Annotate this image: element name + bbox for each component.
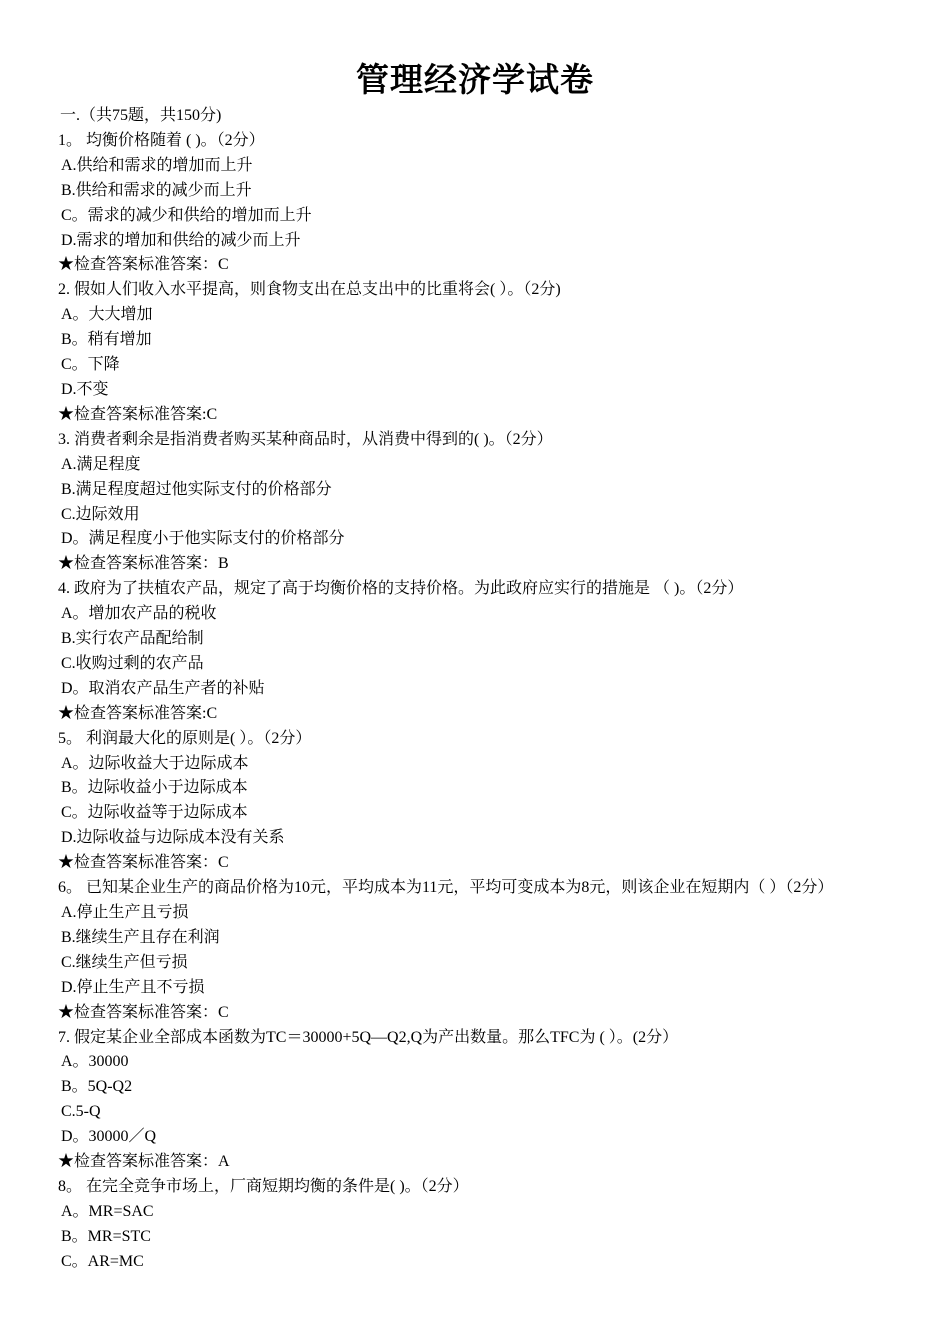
answer-line: ★检查答案标准答案:C — [58, 704, 218, 722]
option-d: D.不变 — [61, 380, 109, 398]
option-d: D.需求的增加和供给的减少而上升 — [61, 231, 301, 249]
option-b: B。MR=STC — [61, 1227, 151, 1245]
option-c: C.收购过剩的农产品 — [61, 654, 204, 672]
option-c: C。边际收益等于边际成本 — [61, 804, 248, 822]
question-text: 4. 政府为了扶植农产品，规定了高于均衡价格的支持价格。为此政府应实行的措施是 （ )。（2分） — [58, 580, 744, 598]
question-text: 6。 已知某企业生产的商品价格为10元，平均成本为11元，平均可变成本为8元，则该企业在短期内（ ）（2分） — [58, 879, 834, 897]
option-c: C。AR=MC — [61, 1252, 144, 1270]
answer-line: ★检查答案标准答案:C — [58, 405, 218, 423]
option-c: C.继续生产但亏损 — [61, 953, 188, 971]
option-d: D.边际收益与边际成本没有关系 — [61, 829, 285, 847]
option-c: C.5-Q — [61, 1103, 101, 1121]
question-block — [58, 1026, 910, 1175]
question-text: 8。 在完全竞争市场上，厂商短期均衡的条件是( )。（2分） — [58, 1177, 469, 1195]
question-text: 7. 假定某企业全部成本函数为TC＝30000+5Q—Q2,Q为产出数量。那么TFC为 ( ）。(2分） — [58, 1028, 679, 1046]
option-a: A.满足程度 — [61, 455, 141, 473]
question-text: 1。 均衡价格随着 ( )。（2分） — [58, 131, 265, 149]
question-text: 2. 假如人们收入水平提高，则食物支出在总支出中的比重将会( ）。（2分) — [58, 281, 561, 299]
option-d: D.停止生产且不亏损 — [61, 978, 205, 996]
question-text: 3. 消费者剩余是指消费者购买某种商品时，从消费中得到的( )。（2分） — [58, 430, 553, 448]
option-b: B.满足程度超过他实际支付的价格部分 — [61, 480, 332, 498]
option-c: C.边际效用 — [61, 505, 140, 523]
answer-line: ★检查答案标准答案：B — [58, 555, 229, 573]
question-block — [58, 129, 910, 278]
answer-line: ★检查答案标准答案：C — [58, 1003, 229, 1021]
option-c: C。需求的减少和供给的增加而上升 — [61, 206, 312, 224]
question-block — [58, 278, 910, 427]
question-block — [58, 428, 910, 577]
option-d: D。满足程度小于他实际支付的价格部分 — [61, 530, 345, 548]
option-a: A。边际收益大于边际成本 — [61, 754, 249, 772]
answer-line: ★检查答案标准答案：C — [58, 256, 229, 274]
option-b: B.实行农产品配给制 — [61, 630, 204, 648]
option-a: A.供给和需求的增加而上升 — [61, 156, 253, 174]
question-text: 5。 利润最大化的原则是( ）。（2分） — [58, 729, 312, 747]
option-c: C。下降 — [61, 356, 120, 374]
option-a: A。增加农产品的税收 — [61, 605, 217, 623]
question-block — [58, 876, 910, 1025]
option-a: A.停止生产且亏损 — [61, 904, 189, 921]
answer-line: ★检查答案标准答案：A — [58, 1153, 230, 1171]
exam-content — [58, 104, 910, 1275]
question-block — [58, 577, 910, 726]
option-a: A。大大增加 — [61, 306, 153, 324]
answer-line: ★检查答案标准答案：C — [58, 854, 229, 872]
option-a: A。MR=SAC — [61, 1202, 154, 1220]
page-title: 管理经济学试卷 — [356, 63, 594, 99]
option-d: D。取消农产品生产者的补贴 — [61, 679, 265, 697]
option-a: A。30000 — [61, 1053, 129, 1071]
section-header: 一.（共75题，共150分) — [60, 107, 222, 124]
option-b: B。边际收益小于边际成本 — [61, 779, 248, 797]
question-block — [58, 1175, 910, 1275]
option-b: B.供给和需求的减少而上升 — [61, 181, 252, 199]
question-block — [58, 727, 910, 876]
option-b: B.继续生产且存在利润 — [61, 928, 220, 946]
option-b: B。5Q-Q2 — [61, 1078, 133, 1096]
option-d: D。30000／Q — [61, 1128, 157, 1146]
option-b: B。稍有增加 — [61, 331, 152, 349]
